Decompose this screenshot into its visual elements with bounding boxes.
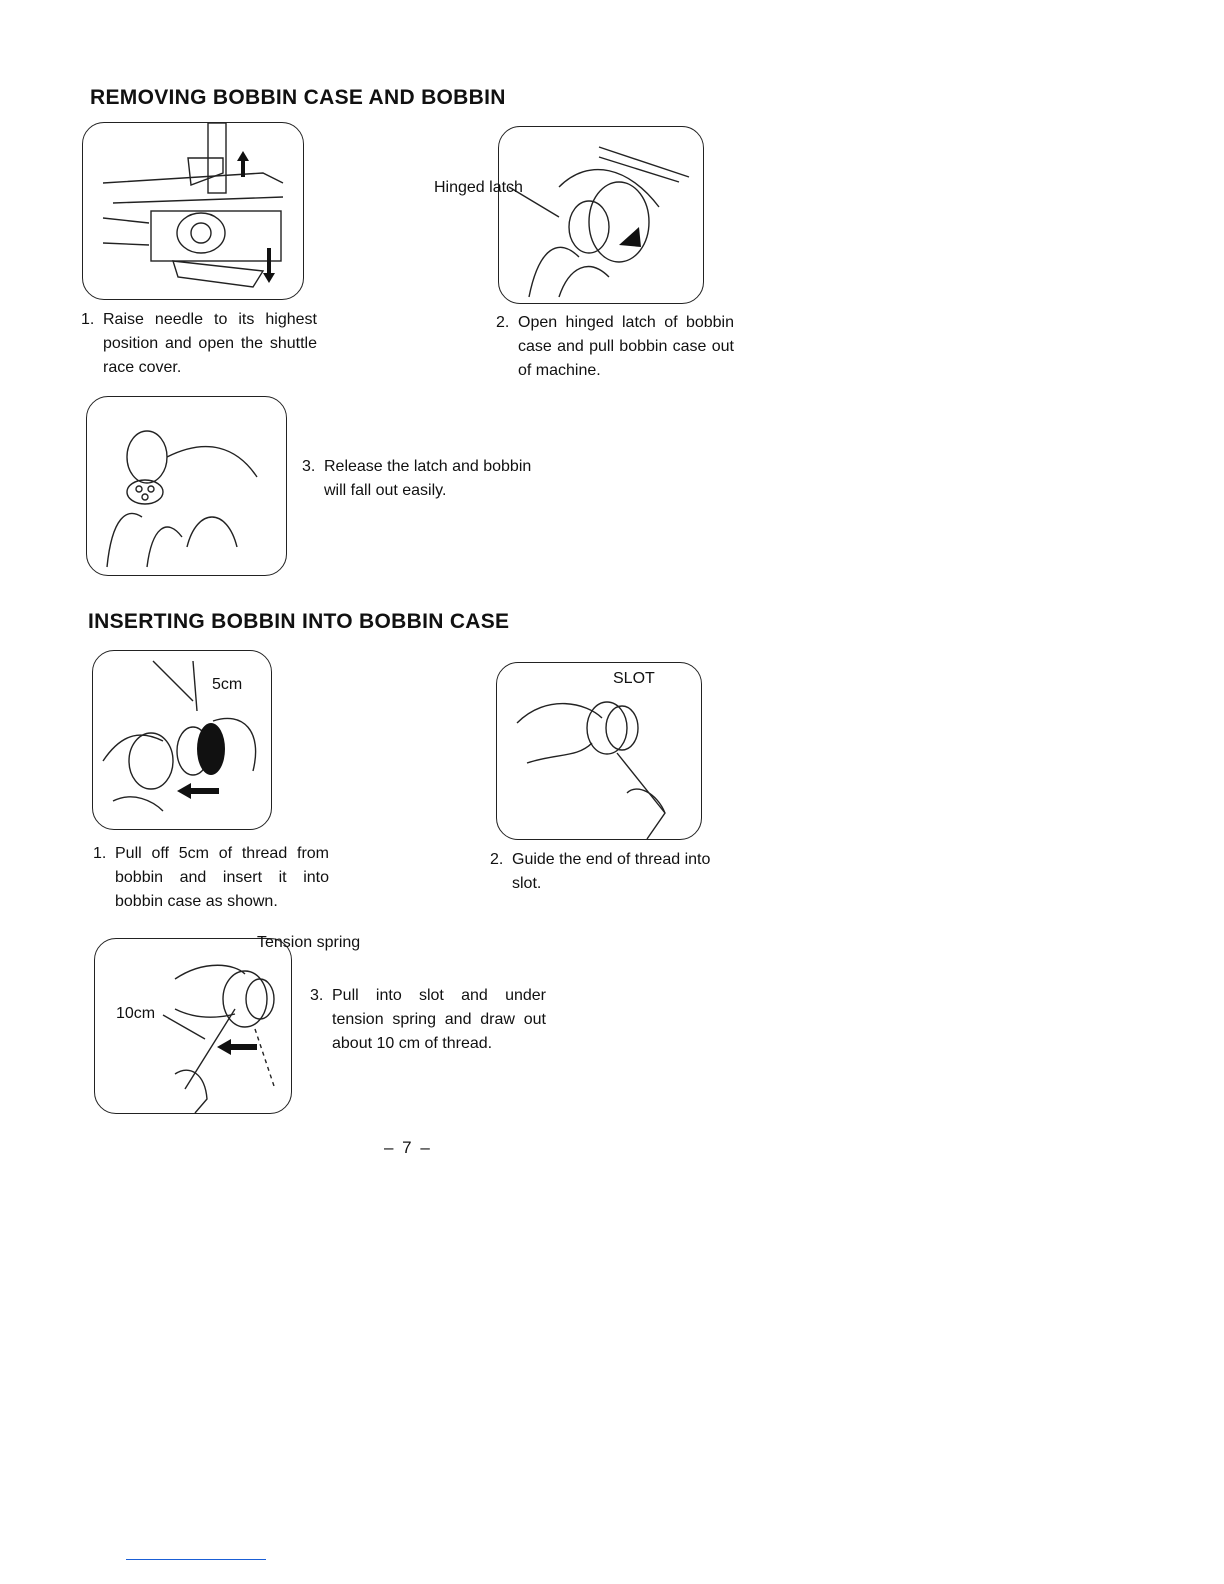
illustration-tension-spring [94, 938, 292, 1114]
step-1-pull-thread [93, 842, 329, 914]
thread-slot-illustration [497, 663, 701, 839]
label-5cm: 5cm [212, 676, 243, 693]
bobbin-case-hand-illustration [499, 127, 703, 303]
step-1-raise-needle [81, 308, 317, 380]
step-number: 2. [496, 314, 510, 331]
illustration-shuttle-cover [82, 122, 304, 300]
section-heading-inserting: INSERTING BOBBIN INTO BOBBIN CASE [88, 610, 510, 633]
tension-spring-illustration [95, 939, 291, 1113]
step-number: 2. [490, 851, 504, 868]
step-number: 3. [310, 987, 324, 1004]
section-heading-removing: REMOVING BOBBIN CASE AND BOBBIN [90, 86, 506, 109]
label-tension-spring: Tension spring [257, 934, 361, 951]
label-hinged-latch: Hinged latch [434, 179, 523, 196]
step-text: Raise needle to its highest position and open the shuttle race cover. [103, 311, 317, 376]
label-slot: SLOT [613, 670, 655, 687]
step-text: Open hinged latch of bobbin case and pull bobbin case out of machine. [518, 314, 734, 379]
step-3-tension-spring [310, 984, 546, 1056]
step-number: 3. [302, 458, 316, 475]
step-number: 1. [81, 311, 95, 328]
footer-divider [126, 1559, 266, 1560]
illustration-pull-thread [92, 650, 272, 830]
step-text: Guide the end of thread into slot. [512, 851, 711, 892]
step-text: Pull off 5cm of thread from bobbin and insert it into bobbin case as shown. [115, 845, 329, 910]
illustration-release-latch [86, 396, 287, 576]
bobbin-insert-illustration [93, 651, 271, 829]
illustration-hinged-latch [498, 126, 704, 304]
step-3-release-latch [302, 455, 554, 503]
label-10cm: 10cm [116, 1005, 156, 1022]
page-number: – 7 – [384, 1138, 432, 1157]
step-number: 1. [93, 845, 107, 862]
sewing-machine-illustration [83, 123, 303, 299]
step-text: Pull into slot and under tension spring and draw out about 10 cm of thread. [332, 987, 546, 1052]
step-text: Release the latch and bobbin will fall out easily. [324, 458, 532, 499]
step-2-guide-thread [490, 848, 730, 896]
illustration-guide-slot [496, 662, 702, 840]
step-2-open-latch [496, 311, 734, 383]
bobbin-release-illustration [87, 397, 286, 575]
